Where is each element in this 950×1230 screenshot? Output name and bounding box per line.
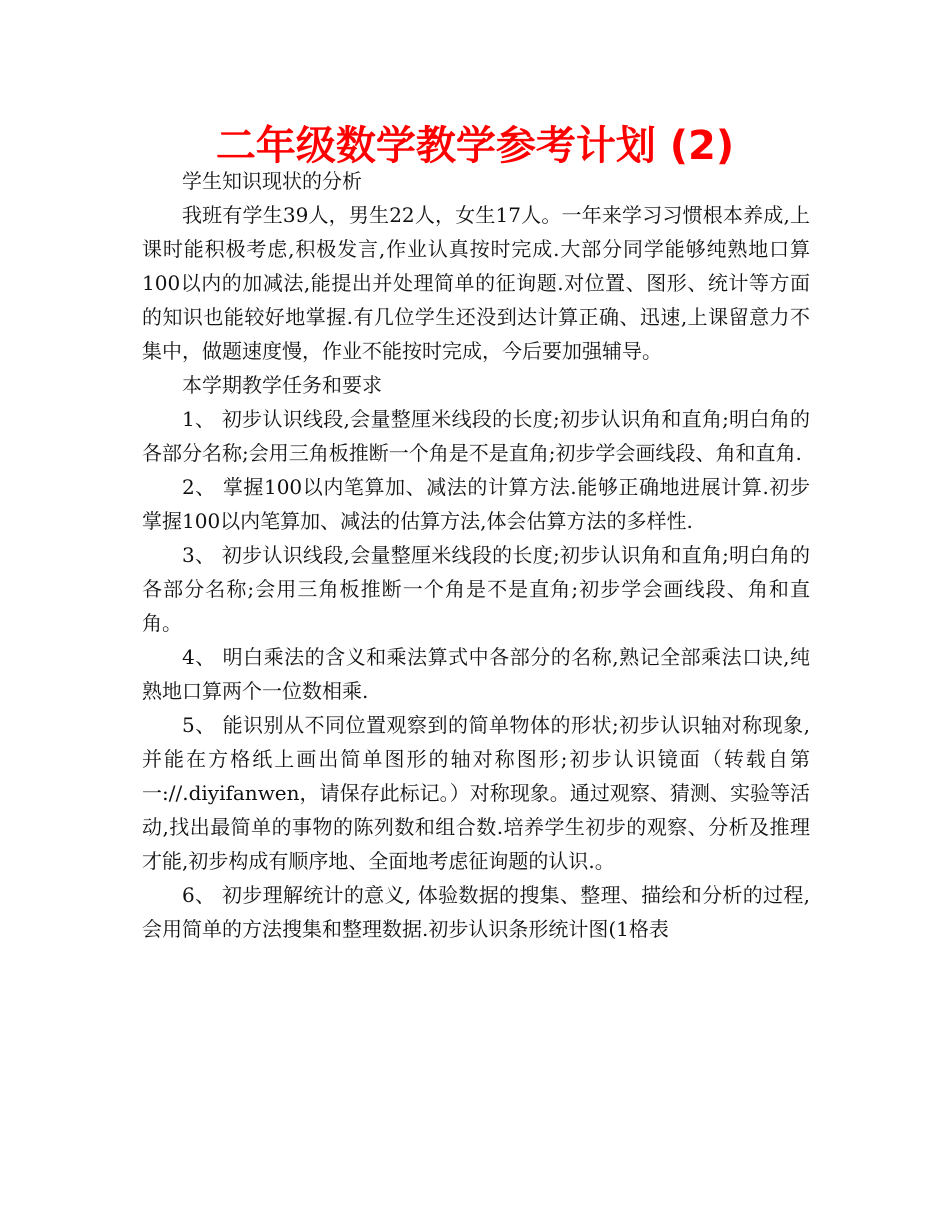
task-item-1: 1、 初步认识线段,会量整厘米线段的长度;初步认识角和直角;明白角的各部分名称;会用三角板推断一个角是不是直角;初步学会画线段、角和直角.: [142, 407, 810, 465]
task-item-4: 4、 明白乘法的含义和乘法算式中各部分的名称,熟记全部乘法口诀,纯熟地口算两个一位数相乘.: [142, 645, 810, 703]
document-body: [142, 164, 810, 946]
task-item-2: 2、 掌握100以内笔算加、减法的计算方法.能够正确地进展计算.初步掌握100以内笔算加、减法的估算方法,体会估算方法的多样性.: [142, 475, 810, 533]
task-item-6: 6、 初步理解统计的意义, 体验数据的搜集、整理、描绘和分析的过程,会用简单的方法搜集和整理数据.初步认识条形统计图(1格表: [142, 883, 810, 941]
document-title: 二年级数学教学参考计划 (2): [215, 123, 735, 169]
section-heading-student-analysis: 学生知识现状的分析: [182, 169, 362, 193]
section-heading-tasks: 本学期教学任务和要求: [182, 373, 382, 397]
paragraph-class-status: 我班有学生39人，男生22人，女生17人。一年来学习习惯根本养成,上课时能积极考虑,积极发言,作业认真按时完成.大部分同学能够纯熟地口算100以内的加减法,能提出并处理简单的征询题.对位置、图形、统计等方面的知识也能较好地掌握.有几位学生还没到达计算正确、迅速,上课留意力不集中，做题速度慢，作业不能按时完成，今后要加强辅导。: [142, 203, 810, 363]
task-item-3: 3、 初步认识线段,会量整厘米线段的长度;初步认识角和直角;明白角的各部分名称;会用三角板推断一个角是不是直角;初步学会画线段、角和直角。: [142, 543, 810, 635]
task-item-5: 5、 能识别从不同位置观察到的简单物体的形状;初步认识轴对称现象,并能在方格纸上画出简单图形的轴对称图形;初步认识镜面（转载自第一://.diyifanwen，请保存此标记。）对称现象。通过观察、猜测、实验等活动,找出最简单的事物的陈列数和组合数.培养学生初步的观察、分析及推理才能,初步构成有顺序地、全面地考虑征询题的认识.。: [142, 713, 810, 873]
